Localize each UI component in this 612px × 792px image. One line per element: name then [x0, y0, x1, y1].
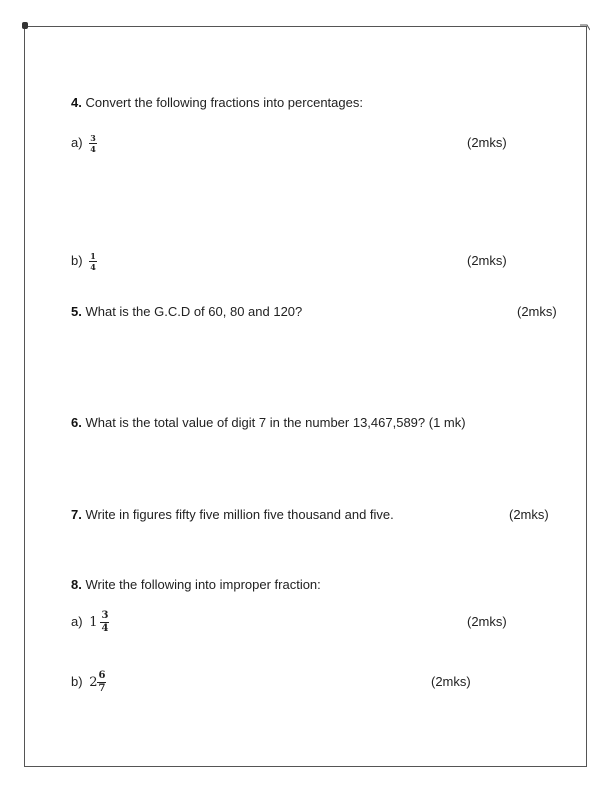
marks-4b: (2mks): [467, 253, 507, 268]
question-text: What is the total value of digit 7 in the number 13,467,589? (1 mk): [85, 415, 466, 430]
question-number: 8.: [71, 577, 82, 592]
question-text: Write in figures fifty five million five thousand and five.: [85, 507, 394, 522]
marks-4a: (2mks): [467, 135, 507, 150]
question-text: What is the G.C.D of 60, 80 and 120?: [85, 304, 303, 319]
denominator: 4: [101, 623, 109, 634]
question-text: Write the following into improper fraction:: [85, 577, 321, 592]
question-number: 6.: [71, 415, 82, 430]
denominator: 7: [98, 683, 106, 694]
question-7: [71, 507, 394, 523]
question-4a: [71, 134, 97, 153]
question-8b: [71, 671, 106, 694]
corner-mark: [22, 22, 28, 29]
question-number: 5.: [71, 304, 82, 319]
marks-8a: (2mks): [467, 614, 507, 629]
marks-8b: (2mks): [431, 674, 471, 689]
part-label: b): [71, 252, 83, 268]
part-label: b): [71, 673, 83, 689]
denominator: 4: [90, 144, 96, 154]
fraction: [100, 611, 109, 634]
whole-number: 2: [89, 674, 98, 690]
marks-7: (2mks): [509, 507, 549, 522]
whole-number: 1: [89, 614, 98, 630]
numerator: 1: [90, 251, 96, 261]
fraction: [89, 252, 97, 271]
question-number: 4.: [71, 95, 82, 110]
part-label: a): [71, 134, 83, 150]
numerator: 3: [101, 610, 109, 621]
question-text: Convert the following fractions into percentages:: [85, 95, 363, 110]
numerator: 6: [98, 670, 106, 681]
question-4b: [71, 252, 97, 271]
fraction: [97, 671, 106, 694]
marks-5: (2mks): [517, 304, 557, 319]
denominator: 4: [90, 262, 96, 272]
question-8: [71, 577, 321, 593]
question-4: [71, 95, 363, 111]
question-6: [71, 415, 466, 431]
numerator: 3: [90, 133, 96, 143]
question-5: [71, 304, 302, 320]
question-8a: [71, 611, 109, 634]
fraction: [89, 134, 97, 153]
page-fold-icon: [580, 24, 590, 34]
part-label: a): [71, 613, 83, 629]
question-number: 7.: [71, 507, 82, 522]
